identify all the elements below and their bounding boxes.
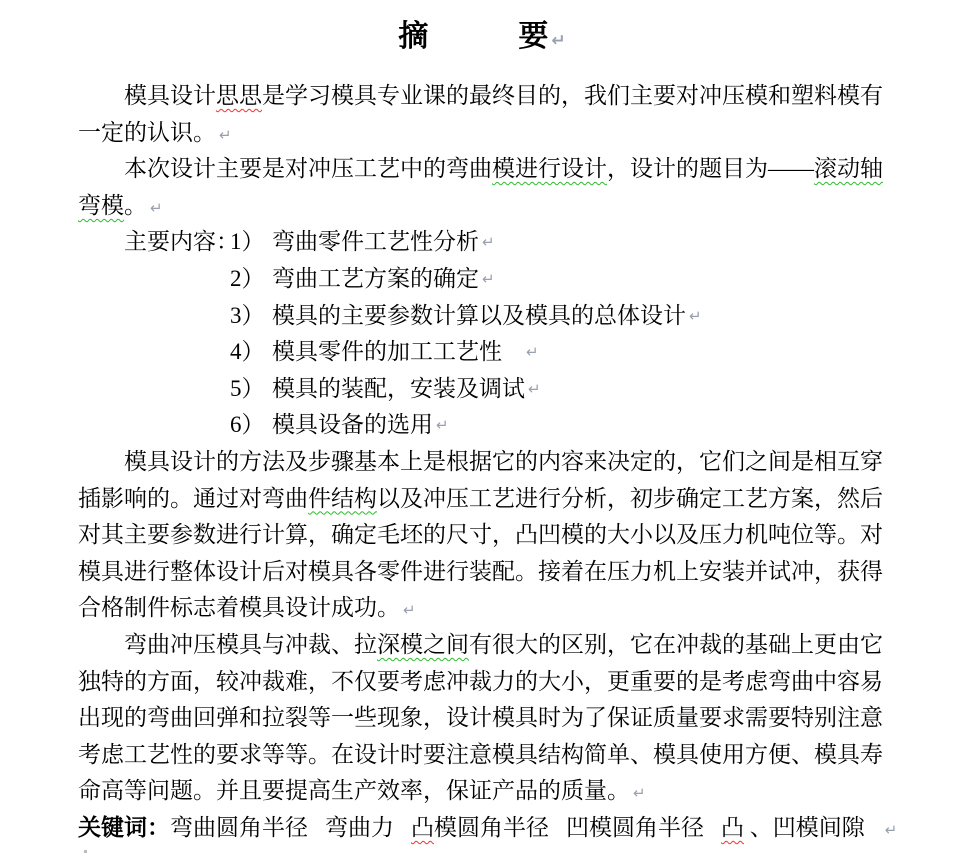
squiggle-green-underline: 件结构 [308, 485, 377, 511]
list-number: 2） [230, 265, 265, 291]
list-heading-spacer [78, 407, 230, 444]
page-title [78, 14, 886, 60]
stray-mark [84, 850, 87, 853]
text-line: 考虑工艺性的要求等等。在设计时要注意模具结构简单、模具使用方便、模具寿 [78, 741, 883, 767]
text-line [78, 115, 886, 152]
text-line: 独特的方面，较冲裁难，不仅要考虑冲裁力的大小，更重要的是考虑弯曲中容易 [78, 668, 883, 694]
list-item [78, 224, 886, 261]
list-item-text: 弯曲零件工艺性分析 [272, 229, 479, 255]
document-body [78, 78, 898, 846]
text-line-content: 合格制件标志着模具设计成功。 [78, 595, 400, 621]
squiggle-red-underline: 思思 [216, 83, 262, 108]
list-item-text: 模具的主要参数计算以及模具的总体设计 [272, 302, 686, 328]
list-heading-spacer [78, 371, 230, 408]
paragraph-mark-icon: ↵ [403, 601, 416, 620]
keywords-line [78, 810, 898, 847]
squiggle-green-underline: 滚动轴 [814, 156, 883, 182]
list-number: 1） [230, 229, 265, 255]
keyword-term: 凸 、凹模间隙 [721, 814, 865, 840]
list-item [78, 261, 886, 298]
text-line: 弯曲冲压模具与冲裁、拉深模之间有很大的区别，它在冲裁的基础上更由它 [124, 631, 883, 657]
list-item-text: 模具零件的加工工艺性 [272, 339, 502, 365]
squiggle-green-underline: 深模之间 [377, 631, 469, 657]
list-item [78, 334, 886, 371]
paragraph-mark-icon: ↵ [689, 306, 702, 325]
squiggle-green-underline: 弯模 [78, 192, 124, 218]
text-line: 出现的弯曲回弹和拉裂等一些现象，设计模具时为了保证质量要求需要特别注意 [78, 705, 883, 731]
paragraph-mark-icon: ↵ [633, 784, 646, 803]
paragraph-mark-icon: ↵ [436, 416, 449, 435]
list-number: 4） [230, 339, 265, 365]
list-heading-spacer [78, 334, 230, 371]
keyword-term: 弯曲力 [325, 814, 394, 840]
text-line [78, 590, 886, 627]
paragraph-mark-icon: ↵ [219, 125, 232, 144]
text-line: 模具进行整体设计后对模具各零件进行装配。接着在压力机上安装并试冲，获得 [78, 558, 883, 584]
list-item [78, 298, 886, 335]
list-item-text: 弯曲工艺方案的确定 [272, 265, 479, 291]
keyword-term: 凸模圆角半径 [411, 814, 549, 840]
text-line-content: 弯模。 [78, 192, 147, 218]
list-heading-spacer [78, 261, 230, 298]
paragraph-mark-icon: ↵ [884, 820, 898, 839]
paragraph-mark-icon: ↵ [150, 198, 163, 217]
text-line-content: 命高等问题。并且要提高生产效率，保证产品的质量。 [78, 778, 630, 804]
paragraph-mark-icon: ↵ [482, 233, 495, 252]
squiggle-red-underline: 凸 [721, 814, 744, 840]
list-item [78, 371, 886, 408]
text-line: 插影响的。通过对弯曲件结构以及冲压工艺进行分析，初步确定工艺方案，然后 [78, 485, 883, 511]
text-line-content: 一定的认识。 [78, 119, 216, 145]
text-line [78, 773, 886, 810]
list-item-text: 模具设备的选用 [272, 412, 433, 438]
text-line: 对其主要参数进行计算，确定毛坯的尺寸，凸凹模的大小以及压力机吨位等。对 [78, 522, 883, 548]
text-line: 模具设计思思是学习模具专业课的最终目的，我们主要对冲压模和塑料模有 [124, 83, 883, 108]
text-line: 模具设计的方法及步骤基本上是根据它的内容来决定的，它们之间是相互穿 [124, 448, 883, 474]
list-number: 6） [230, 412, 265, 438]
squiggle-red-underline: 凸 [411, 814, 434, 840]
keywords-label: 关键词： [78, 814, 170, 840]
squiggle-green-underline: 模进行设计 [492, 156, 607, 182]
text-line [78, 188, 886, 225]
paragraph-mark-icon: ↵ [528, 379, 541, 398]
list-heading: 主要内容： [124, 229, 239, 255]
text-line: 本次设计主要是对冲压工艺中的弯曲模进行设计，设计的题目为——滚动轴 [124, 156, 883, 182]
keyword-term: 弯曲圆角半径 [170, 814, 308, 840]
page-title-text: 摘 要 [398, 20, 549, 53]
list-heading-spacer [78, 298, 230, 335]
list-number: 5） [230, 375, 265, 401]
paragraph-mark-icon: ↵ [526, 343, 539, 362]
list-item [78, 407, 886, 444]
paragraph-mark-icon: ↵ [551, 31, 566, 51]
list-item-text: 模具的装配，安装及调试 [272, 375, 525, 401]
keyword-term: 凹模圆角半径 [566, 814, 704, 840]
paragraph-mark-icon: ↵ [482, 269, 495, 288]
list-number: 3） [230, 302, 265, 328]
